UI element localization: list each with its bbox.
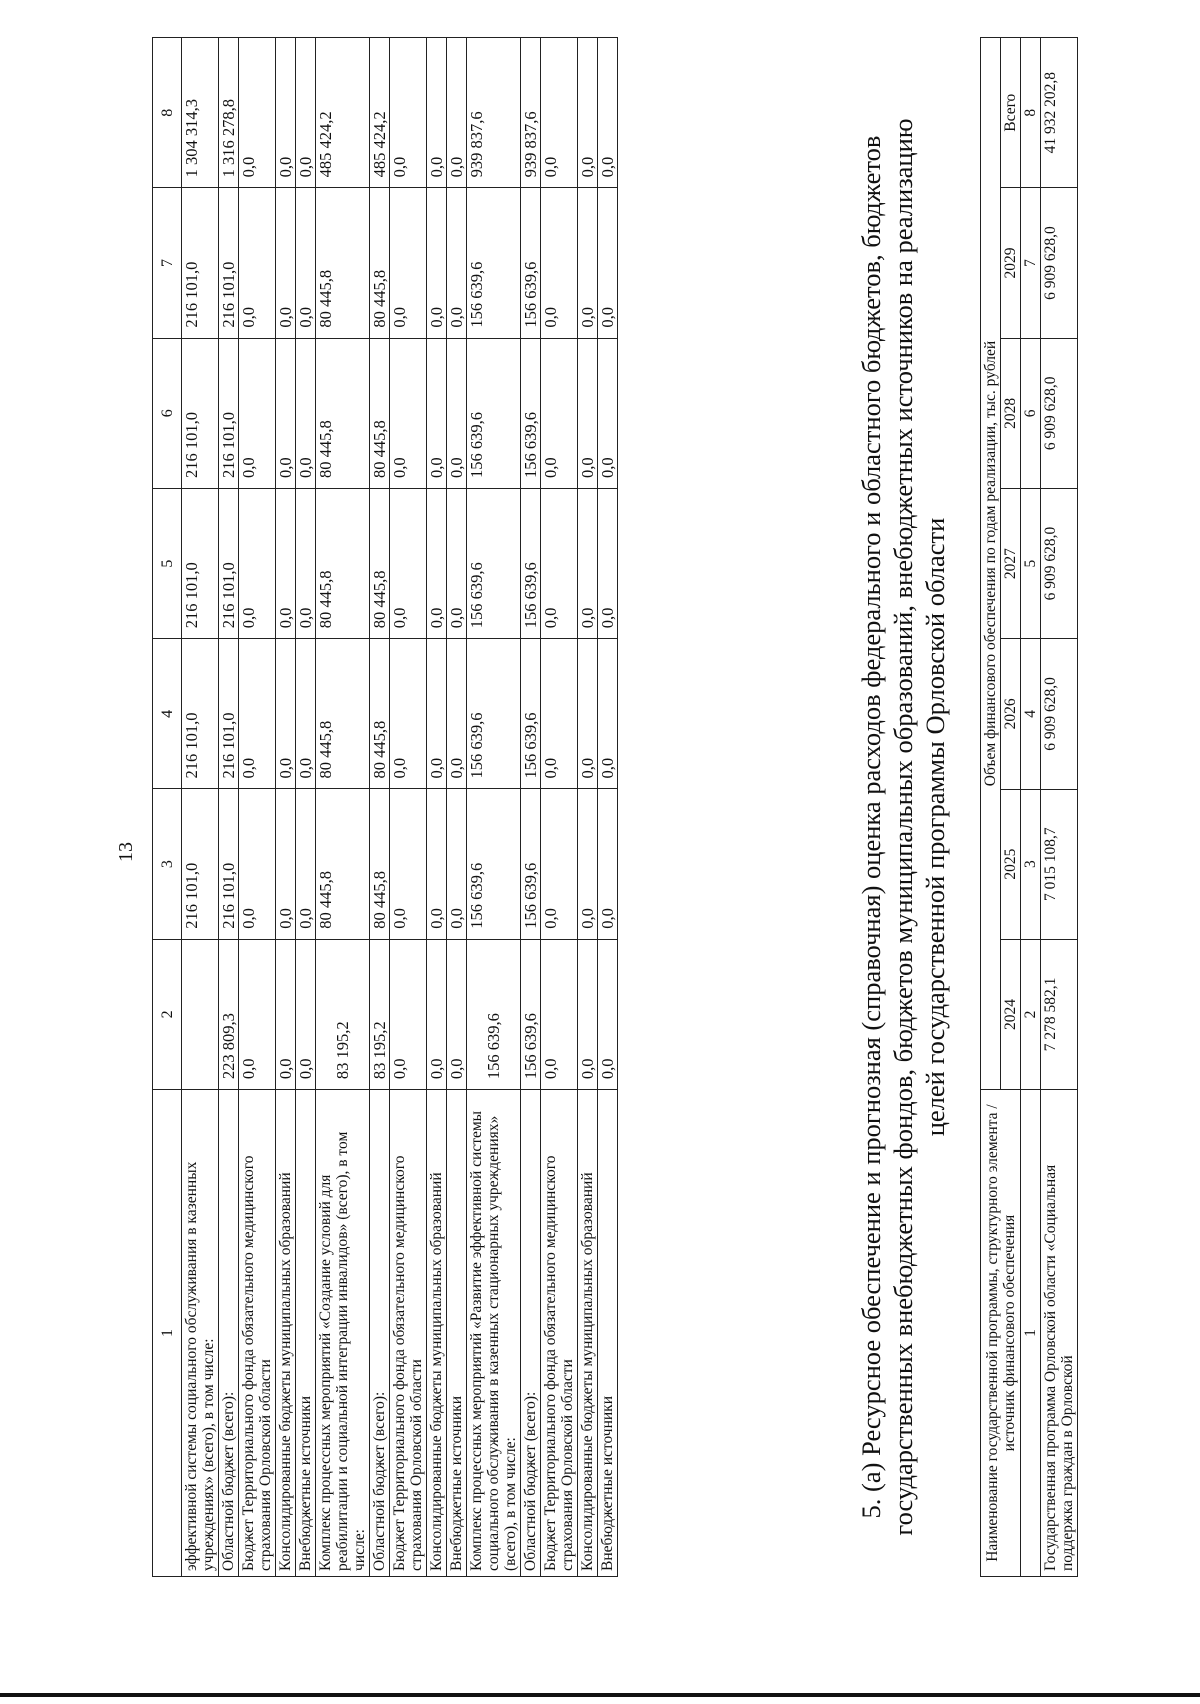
row-label: Бюджет Территориального фонда обязательного медицинского страхования Орловской области [390,1090,427,1577]
row-label: Бюджет Территориального фонда обязательного медицинского страхования Орловской области [239,1090,276,1577]
value-cell: 0,0 [296,488,316,638]
year-header: 2025 [1001,789,1021,939]
table-row [1041,38,1078,1577]
value-cell: 80 445,8 [370,639,390,789]
value-cell: 939 837,6 [521,38,541,188]
value-cell: 0,0 [296,338,316,488]
value-cell: 0,0 [390,338,427,488]
value-cell: 41 932 202,8 [1041,38,1078,188]
rotated-page-content [35,32,1165,1672]
value-cell: 216 101,0 [182,488,219,638]
column-number: 8 [1021,38,1041,188]
value-cell: 0,0 [598,488,618,638]
year-header: 2029 [1001,188,1021,338]
value-cell: 0,0 [390,639,427,789]
page-number: 13 [115,842,137,862]
value-cell: 80 445,8 [316,188,370,338]
value-cell: 0,0 [427,488,447,638]
value-cell: 80 445,8 [316,488,370,638]
value-cell: 0,0 [296,939,316,1089]
value-cell: 156 639,6 [467,188,521,338]
value-cell: 0,0 [447,939,467,1089]
value-cell: 0,0 [276,488,296,638]
value-cell: 0,0 [427,639,447,789]
year-header: 2028 [1001,338,1021,488]
value-cell: 216 101,0 [219,789,239,939]
value-cell: 0,0 [239,639,276,789]
value-cell: 0,0 [239,789,276,939]
table-header-row [153,38,182,1577]
value-cell: 216 101,0 [219,639,239,789]
value-cell: 0,0 [427,188,447,338]
value-cell: 0,0 [541,639,578,789]
value-cell: 0,0 [541,38,578,188]
value-cell: 156 639,6 [467,639,521,789]
column-number: 7 [153,188,182,338]
row-label: Консолидированные бюджеты муниципальных образований [276,1090,296,1577]
value-cell: 0,0 [296,188,316,338]
financing-table [980,37,1078,1577]
column-number: 4 [153,639,182,789]
column-number: 3 [1021,789,1041,939]
value-cell: 0,0 [390,939,427,1089]
name-column-header: Наименование государственной программы, структурного элемента / источник финансового обеспечения [981,1090,1021,1577]
value-cell: 216 101,0 [182,338,219,488]
column-number: 2 [1021,939,1041,1089]
value-cell: 6 909 628,0 [1041,338,1078,488]
value-cell: 0,0 [427,38,447,188]
value-cell: 80 445,8 [370,188,390,338]
value-cell: 80 445,8 [370,789,390,939]
value-cell: 80 445,8 [316,338,370,488]
value-cell: 216 101,0 [182,639,219,789]
value-cell: 0,0 [578,38,598,188]
value-cell: 223 809,3 [219,939,239,1089]
value-cell: 80 445,8 [316,789,370,939]
column-number: 6 [153,338,182,488]
column-number: 6 [1021,338,1041,488]
value-cell: 156 639,6 [467,488,521,638]
value-cell: 6 909 628,0 [1041,639,1078,789]
value-cell [182,939,219,1089]
value-cell: 83 195,2 [316,939,370,1089]
row-label: Бюджет Территориального фонда обязательного медицинского страхования Орловской области [541,1090,578,1577]
row-label: Областной бюджет (всего): [370,1090,390,1577]
value-cell: 0,0 [276,939,296,1089]
value-cell: 0,0 [578,939,598,1089]
value-cell: 156 639,6 [521,188,541,338]
value-cell: 0,0 [296,38,316,188]
value-cell: 0,0 [578,188,598,338]
column-number: 1 [153,1090,182,1577]
row-label: Областной бюджет (всего): [219,1090,239,1577]
value-cell: 156 639,6 [467,338,521,488]
column-numbers-row [1021,38,1041,1577]
year-header: 2026 [1001,639,1021,789]
row-label: Комплекс процессных мероприятий «Развитие эффективной системы социального обслуживания в казенных стационарных учреждениях» (всего), в том числе: [467,1090,521,1577]
value-cell: 0,0 [447,789,467,939]
table-row [239,38,276,1577]
value-cell: 0,0 [296,639,316,789]
value-cell: 216 101,0 [182,188,219,338]
value-cell: 0,0 [390,38,427,188]
total-header: Всего [1001,38,1021,188]
value-cell: 0,0 [541,338,578,488]
column-number: 3 [153,789,182,939]
value-cell: 0,0 [276,639,296,789]
value-cell: 0,0 [239,338,276,488]
value-cell: 0,0 [598,789,618,939]
row-label: Консолидированные бюджеты муниципальных образований [427,1090,447,1577]
value-cell: 0,0 [598,38,618,188]
value-cell: 0,0 [427,338,447,488]
value-cell: 0,0 [427,939,447,1089]
value-cell: 7 015 108,7 [1041,789,1078,939]
table-row [182,38,219,1577]
table-row [296,38,316,1577]
value-cell: 0,0 [541,789,578,939]
table-row [316,38,370,1577]
value-cell: 0,0 [578,639,598,789]
table-row [276,38,296,1577]
value-cell: 0,0 [578,338,598,488]
row-label: Внебюджетные источники [296,1090,316,1577]
scan-edge-line [0,1693,1200,1697]
table-row [521,38,541,1577]
table-row [219,38,239,1577]
value-cell: 156 639,6 [521,789,541,939]
value-cell: 0,0 [447,38,467,188]
value-cell: 0,0 [239,188,276,338]
table-row [370,38,390,1577]
year-header: 2027 [1001,488,1021,638]
value-cell: 0,0 [276,338,296,488]
value-cell: 0,0 [541,488,578,638]
value-cell: 6 909 628,0 [1041,188,1078,338]
value-cell: 80 445,8 [316,639,370,789]
table-row [390,38,427,1577]
value-cell: 216 101,0 [182,789,219,939]
value-cell: 0,0 [598,188,618,338]
column-number: 5 [1021,488,1041,638]
table-row [578,38,598,1577]
value-cell: 0,0 [578,488,598,638]
value-cell: 0,0 [447,488,467,638]
value-cell: 0,0 [276,38,296,188]
value-cell: 0,0 [239,488,276,638]
value-cell: 156 639,6 [467,789,521,939]
volume-header: Объем финансового обеспечения по годам реализации, тыс. рублей [981,38,1001,1090]
value-cell: 1 316 278,8 [219,38,239,188]
table-row [467,38,521,1577]
value-cell: 0,0 [239,939,276,1089]
value-cell: 0,0 [541,939,578,1089]
column-number: 5 [153,488,182,638]
table-row [447,38,467,1577]
column-number: 2 [153,939,182,1089]
value-cell: 80 445,8 [370,338,390,488]
value-cell: 156 639,6 [521,488,541,638]
value-cell: 485 424,2 [316,38,370,188]
value-cell: 156 639,6 [467,939,521,1089]
value-cell: 0,0 [390,488,427,638]
value-cell: 939 837,6 [467,38,521,188]
table-header-row [981,38,1001,1577]
value-cell: 485 424,2 [370,38,390,188]
value-cell: 0,0 [276,188,296,338]
year-header: 2024 [1001,939,1021,1089]
value-cell: 0,0 [447,338,467,488]
section-5-title: 5. (а) Ресурсное обеспечение и прогнозная (справочная) оценка расходов федерального и областного бюджетов, бюджетов государственных внебюджетных фондов, бюджетов муниципальных образований, внебюджетных источников на реализацию целей государственной программы Орловской области [856,118,950,1536]
row-label: Комплекс процессных мероприятий «Создание условий для реабилитации и социальной интеграции инвалидов» (всего), в том числе: [316,1090,370,1577]
value-cell: 0,0 [598,338,618,488]
value-cell: 216 101,0 [219,338,239,488]
value-cell: 0,0 [239,38,276,188]
value-cell: 156 639,6 [521,338,541,488]
value-cell: 0,0 [427,789,447,939]
value-cell: 1 304 314,3 [182,38,219,188]
column-number: 4 [1021,639,1041,789]
value-cell: 0,0 [447,188,467,338]
row-label: Государственная программа Орловской области «Социальная поддержка граждан в Орловской [1041,1090,1078,1577]
value-cell: 0,0 [598,639,618,789]
value-cell: 0,0 [296,789,316,939]
row-label: Внебюджетные источники [598,1090,618,1577]
table-row [598,38,618,1577]
value-cell: 83 195,2 [370,939,390,1089]
value-cell: 156 639,6 [521,939,541,1089]
row-label: эффективной системы социального обслуживания в казенных учреждениях» (всего), в том числе: [182,1090,219,1577]
value-cell: 7 278 582,1 [1041,939,1078,1089]
row-label: Внебюджетные источники [447,1090,467,1577]
table-row [541,38,578,1577]
value-cell: 0,0 [541,188,578,338]
budget-table-continued [152,37,618,1577]
value-cell: 216 101,0 [219,188,239,338]
column-number: 7 [1021,188,1041,338]
column-number: 1 [1021,1090,1041,1577]
value-cell: 0,0 [390,789,427,939]
value-cell: 156 639,6 [521,639,541,789]
row-label: Консолидированные бюджеты муниципальных образований [578,1090,598,1577]
column-number: 8 [153,38,182,188]
value-cell: 216 101,0 [219,488,239,638]
row-label: Областной бюджет (всего): [521,1090,541,1577]
value-cell: 0,0 [276,789,296,939]
value-cell: 80 445,8 [370,488,390,638]
value-cell: 0,0 [390,188,427,338]
value-cell: 0,0 [578,789,598,939]
value-cell: 6 909 628,0 [1041,488,1078,638]
table-row [427,38,447,1577]
value-cell: 0,0 [447,639,467,789]
value-cell: 0,0 [598,939,618,1089]
